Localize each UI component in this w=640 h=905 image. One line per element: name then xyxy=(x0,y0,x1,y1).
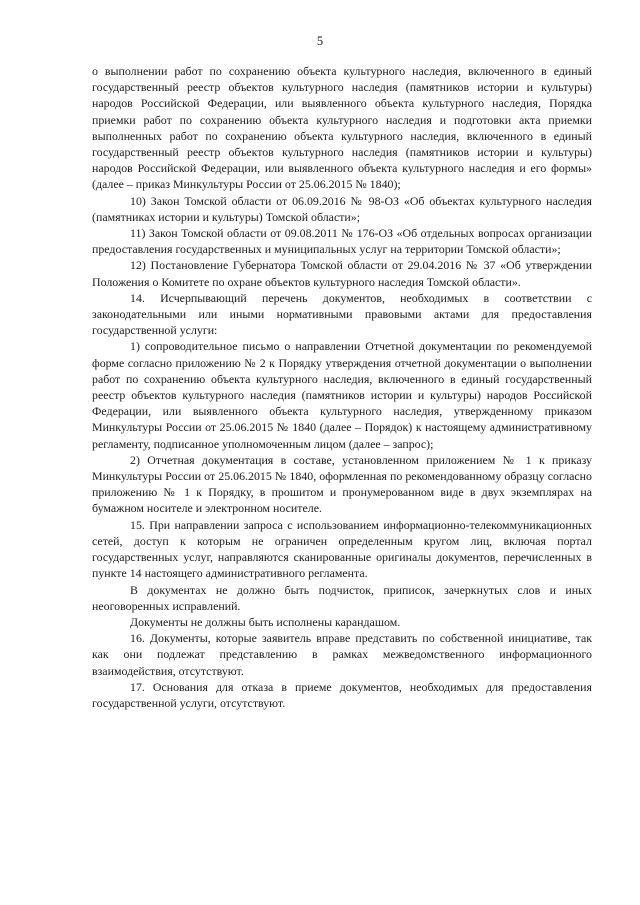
page-number: 5 xyxy=(316,34,324,48)
paragraph-no-corrections: В документах не должно быть подчисток, приписок, зачеркнутых слов и иных неоговоренных исправлений. xyxy=(92,582,592,613)
paragraph-law-176-oz: 11) Закон Томской области от 09.08.2011 № 176-ОЗ «Об отдельных вопросах организации предоставления государственных и муниципальных услуг на территории Томской области»; xyxy=(92,226,592,257)
paragraph-section-16: 16. Документы, которые заявитель вправе представить по собственной инициативе, так как они подлежат представлению в рамках межведомственного информационного взаимодействия, отсутствуют. xyxy=(92,631,592,678)
paragraph-item-2-report-docs: 2) Отчетная документация в составе, установленном приложением № 1 к приказу Минкультуры России от 25.06.2015 № 1840, оформленная по рекомендованному образцу согласно приложению № 1 к Порядку, в прошитом и пронумерованном виде в двух экземплярах на бумажном носителе и электронном носителе. xyxy=(92,452,592,516)
paragraph-governor-resolution: 12) Постановление Губернатора Томской области от 29.04.2016 № 37 «Об утверждении Положения о Комитете по охране объектов культурного наследия Томской области». xyxy=(92,258,592,289)
paragraph-law-98-oz: 10) Закон Томской области от 06.09.2016 № 98-ОЗ «Об объектах культурного наследия (памятниках истории и культуры) Томской области»; xyxy=(92,193,592,224)
paragraph-section-14: 14. Исчерпывающий перечень документов, необходимых в соответствии с законодательными или иными нормативными правовыми актами для предоставления государственной услуги: xyxy=(92,290,592,338)
paragraph-item-1-cover-letter: 1) сопроводительное письмо о направлении Отчетной документации по рекомендуемой форме согласно приложению № 2 к Порядку утверждения отчетной документации о выполнении работ по сохранению объекта культурного наследия, включенного в единый государственный реестр объектов культурного наследия (памятников истории и культуры) народов Российской Федерации, или выявленного объекта культурного наследия, утвержденному приказом Минкультуры России от 25.06.2015 № 1840 (далее – Порядок) к настоящему административному регламенту, подписанное уполномоченным лицом (далее – запрос); xyxy=(92,339,592,451)
paragraph-no-pencil: Документы не должны быть исполнены карандашом. xyxy=(130,614,401,629)
paragraph-section-15: 15. При направлении запроса с использованием информационно-телекоммуникационных сетей, доступ к которым не ограничен определенным кругом лиц, включая портал государственных услуг, направляются сканированные оригиналы документов, перечисленных в пункте 14 настоящего административного регламента. xyxy=(92,517,592,581)
paragraph-section-17: 17. Основания для отказа в приеме документов, необходимых для предоставления государственной услуги, отсутствуют. xyxy=(92,679,592,710)
paragraph-continuation: о выполнении работ по сохранению объекта культурного наследия, включенного в единый государственный реестр объектов культурного наследия (памятников истории и культуры) народов Российской Федерации, или выявленного объекта культурного наследия, Порядка приемки работ по сохранению объекта культурного наследия и подготовки акта приемки выполненных работ по сохранению объекта культурного наследия, включенного в единый государственный реестр объектов культурного наследия (памятников истории и культуры) народов Российской Федерации, или выявленного объекта культурного наследия и его формы» (далее – приказ Минкультуры России от 25.06.2015 № 1840); xyxy=(92,64,592,192)
document-body xyxy=(92,63,592,711)
